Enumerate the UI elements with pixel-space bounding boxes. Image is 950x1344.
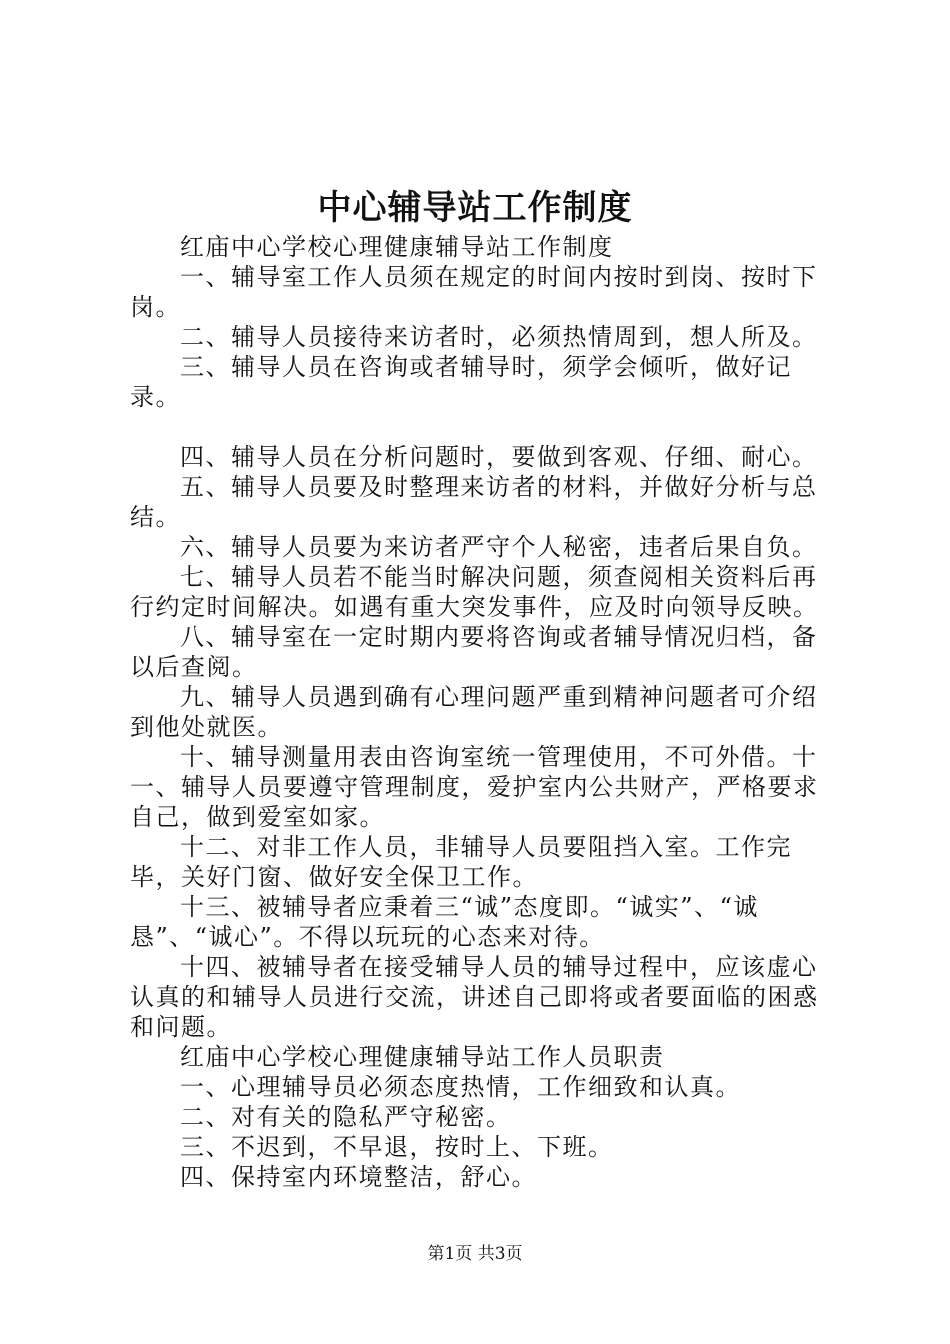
rule-item: 八、辅导室在一定时期内要将咨询或者辅导情况归档，备以后查阅。 <box>130 623 818 681</box>
rule-item: 五、辅导人员要及时整理来访者的材料，并做好分析与总结。 <box>130 473 818 531</box>
rule-item: 六、辅导人员要为来访者严守个人秘密，违者后果自负。 <box>180 533 818 561</box>
duty-item: 四、保持室内环境整洁，舒心。 <box>180 1163 537 1191</box>
rule-item: 一、辅导室工作人员须在规定的时间内按时到岗、按时下岗。 <box>130 263 818 321</box>
duty-item: 二、对有关的隐私严守秘密。 <box>180 1103 512 1131</box>
rule-item: 十二、对非工作人员，非辅导人员要阻挡入室。工作完毕，关好门窗、做好安全保卫工作。 <box>130 833 792 891</box>
section-heading-duties: 红庙中心学校心理健康辅导站工作人员职责 <box>180 1043 665 1071</box>
rule-item: 七、辅导人员若不能当时解决问题，须查阅相关资料后再行约定时间解决。如遇有重大突发事件，应及时向领导反映。 <box>130 563 819 621</box>
rule-item: 九、辅导人员遇到确有心理问题严重到精神问题者可介绍到他处就医。 <box>130 683 818 741</box>
rule-item: 十三、被辅导者应秉着三“诚”态度即。“诚实”、“诚恳”、“诚心”。不得以玩玩的心态来对待。 <box>130 893 759 951</box>
document-title: 中心辅导站工作制度 <box>317 188 633 228</box>
rule-item: 十、辅导测量用表由咨询室统一管理使用，不可外借。十一、辅导人员要遵守管理制度，爱护室内公共财产，严格要求自己，做到爱室如家。 <box>130 743 819 831</box>
duty-item: 一、心理辅导员必须态度热情，工作细致和认真。 <box>180 1073 741 1101</box>
document-body <box>130 232 840 1192</box>
blank-line <box>130 412 840 442</box>
page-number: 第1页 共3页 <box>427 1244 523 1264</box>
section-heading-rules: 红庙中心学校心理健康辅导站工作制度 <box>180 233 614 261</box>
duty-item: 三、不迟到，不早退，按时上、下班。 <box>180 1133 614 1161</box>
rule-item: 四、辅导人员在分析问题时，要做到客观、仔细、耐心。 <box>180 443 818 471</box>
rule-item: 十四、被辅导者在接受辅导人员的辅导过程中，应该虚心认真的和辅导人员进行交流，讲述自己即将或者要面临的困惑和问题。 <box>130 953 819 1041</box>
rule-item: 三、辅导人员在咨询或者辅导时，须学会倾听，做好记录。 <box>130 353 792 411</box>
rule-item: 二、辅导人员接待来访者时，必须热情周到，想人所及。 <box>180 323 818 351</box>
